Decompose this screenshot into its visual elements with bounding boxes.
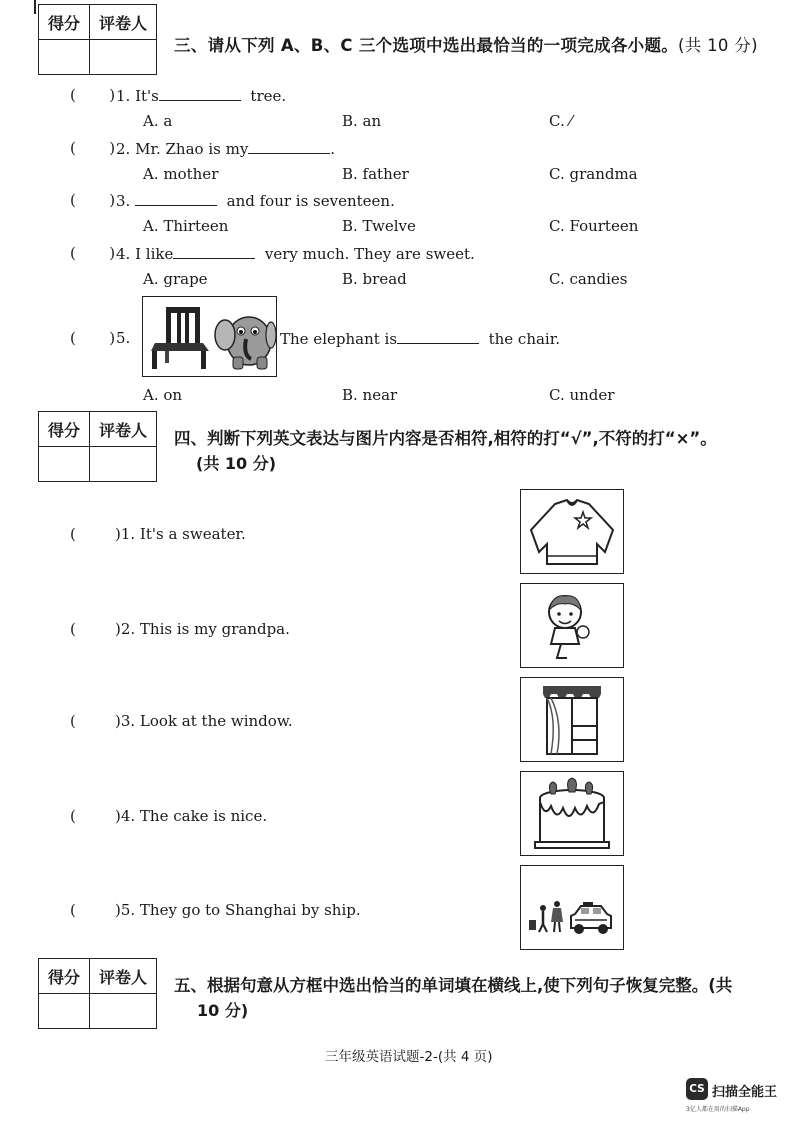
- question-number: 2.: [116, 140, 131, 158]
- grader-cell[interactable]: [90, 40, 157, 75]
- question-number: 5.: [116, 329, 131, 347]
- statement: )2. This is my grandpa.: [115, 620, 290, 638]
- question-number: 1.: [116, 87, 131, 105]
- scanner-logo-icon: CS: [686, 1078, 708, 1100]
- score-label: 得分: [39, 412, 90, 447]
- score-cell[interactable]: [39, 994, 90, 1029]
- question-line: [116, 191, 395, 210]
- answer-blank[interactable]: [248, 139, 330, 154]
- answer-paren[interactable]: (: [70, 525, 76, 543]
- answer-blank[interactable]: [397, 329, 479, 344]
- question-line: [280, 329, 560, 348]
- option-c: C. under: [549, 386, 615, 404]
- section3-title: [174, 32, 758, 56]
- question-number: 3.: [116, 192, 131, 210]
- option-b: B. an: [342, 112, 382, 130]
- score-box-5: [38, 958, 157, 1029]
- answer-paren[interactable]: (: [70, 620, 76, 638]
- question-text: and four is seventeen.: [226, 192, 395, 210]
- section5-points: 10 分): [197, 1001, 249, 1020]
- elephant-icon: [215, 317, 276, 369]
- answer-blank[interactable]: [135, 191, 217, 206]
- page-footer: 三年级英语试题-2-(共 4 页): [325, 1049, 493, 1065]
- section4-points: (共 10 分): [196, 454, 277, 473]
- option-a: A. grape: [143, 270, 208, 288]
- sweater-picture: [520, 489, 624, 574]
- window-picture: [520, 677, 624, 762]
- option-b: B. father: [342, 165, 409, 183]
- answer-paren[interactable]: ( ): [70, 244, 116, 262]
- answer-paren[interactable]: (: [70, 901, 76, 919]
- chair-icon: [151, 307, 209, 369]
- statement: )5. They go to Shanghai by ship.: [115, 901, 361, 919]
- answer-blank[interactable]: [159, 86, 241, 101]
- question-line: [116, 86, 286, 105]
- answer-paren[interactable]: ( ): [70, 329, 116, 347]
- question-text: The elephant is: [280, 330, 398, 348]
- score-label: 得分: [39, 959, 90, 994]
- taxi-icon: [521, 866, 623, 949]
- option-c: C. ⁄: [549, 112, 572, 130]
- answer-paren[interactable]: ( ): [70, 86, 116, 104]
- question-line: [116, 139, 335, 158]
- chair-elephant-picture: [142, 296, 277, 377]
- answer-blank[interactable]: [173, 244, 255, 259]
- answer-paren[interactable]: ( ): [70, 191, 116, 209]
- option-c: C. Fourteen: [549, 217, 639, 235]
- answer-paren[interactable]: ( ): [70, 139, 116, 157]
- option-b: B. bread: [342, 270, 407, 288]
- question-text: very much. They are sweet.: [264, 245, 475, 263]
- girl-picture: [520, 583, 624, 668]
- statement: )3. Look at the window.: [115, 712, 293, 730]
- grader-cell[interactable]: [90, 994, 157, 1029]
- question-text: Mr. Zhao is my: [135, 140, 249, 158]
- section4-title: 四、判断下列英文表达与图片内容是否相符,相符的打“√”,不符的打“×”。: [174, 429, 717, 448]
- score-label: 得分: [39, 5, 90, 40]
- option-b: B. Twelve: [342, 217, 416, 235]
- girl-icon: [521, 584, 623, 667]
- question-text: It's: [135, 87, 159, 105]
- answer-paren[interactable]: (: [70, 712, 76, 730]
- cake-picture: [520, 771, 624, 856]
- option-a: A. a: [143, 112, 173, 130]
- question-text: .: [330, 140, 336, 158]
- option-a: A. mother: [143, 165, 219, 183]
- question-number: 4.: [116, 245, 131, 263]
- answer-paren[interactable]: (: [70, 807, 76, 825]
- question-text: the chair.: [488, 330, 561, 348]
- option-c: C. candies: [549, 270, 628, 288]
- score-cell[interactable]: [39, 40, 90, 75]
- score-box-3: [38, 4, 157, 75]
- grader-label: 评卷人: [90, 5, 157, 40]
- statement: )4. The cake is nice.: [115, 807, 268, 825]
- section5-title: 五、根据句意从方框中选出恰当的单词填在横线上,使下列句子恢复完整。(共: [174, 976, 733, 995]
- option-c: C. grandma: [549, 165, 638, 183]
- window-icon: [521, 678, 623, 761]
- score-box-4: [38, 411, 157, 482]
- option-a: A. Thirteen: [143, 217, 229, 235]
- question-text: I like: [135, 245, 174, 263]
- score-cell[interactable]: [39, 447, 90, 482]
- scanner-name: 扫描全能王: [712, 1085, 778, 1100]
- grader-cell[interactable]: [90, 447, 157, 482]
- question-line: [116, 244, 475, 263]
- option-a: A. on: [143, 386, 183, 404]
- statement: )1. It's a sweater.: [115, 525, 246, 543]
- sweater-icon: [521, 490, 623, 573]
- taxi-picture: [520, 865, 624, 950]
- cake-icon: [521, 772, 623, 855]
- scanner-tagline: 3亿人都在用的扫描App: [686, 1106, 750, 1113]
- question-text: tree.: [250, 87, 287, 105]
- option-b: B. near: [342, 386, 398, 404]
- grader-label: 评卷人: [90, 959, 157, 994]
- margin-line: [34, 0, 36, 14]
- section3-points: (共 10 分): [678, 36, 758, 55]
- section3-title-text: 三、请从下列 A、B、C 三个选项中选出最恰当的一项完成各小题。: [174, 36, 679, 55]
- grader-label: 评卷人: [90, 412, 157, 447]
